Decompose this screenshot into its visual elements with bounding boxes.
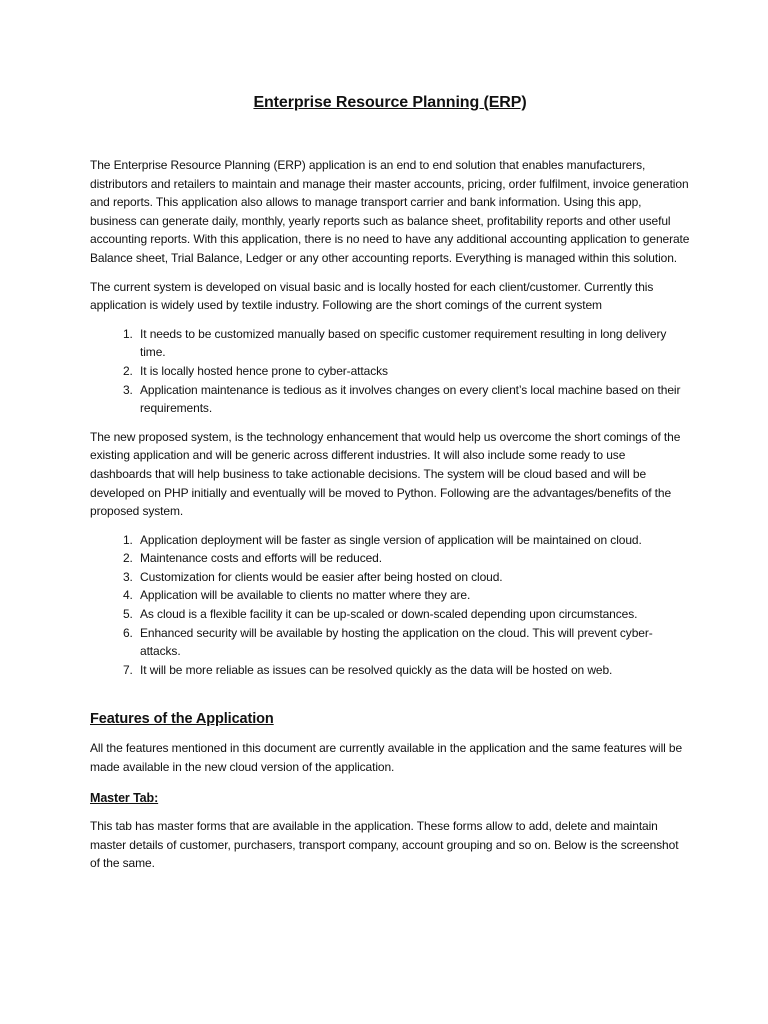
proposed-system-paragraph: The new proposed system, is the technology enhancement that would help us overcome the short comings of the existing application and will be generic across different industries. It will also include some ready to use dashboards that will help business to take actionable decisions. The system will be cloud based and will be developed on PHP initially and eventually will be moved to Python. Following are the advantages/benefits of the proposed system.: [90, 429, 681, 519]
list-item: 7. It will be more reliable as issues can be resolved quickly as the data will be hosted on web.: [136, 661, 690, 680]
benefits-list: [90, 531, 690, 680]
document-title: Enterprise Resource Planning (ERP): [253, 94, 527, 111]
current-system-paragraph: The current system is developed on visual basic and is locally hosted for each client/customer. Currently this application is widely used by textile industry. Following are the short comings of the current system: [90, 279, 654, 313]
features-paragraph: All the features mentioned in this document are currently available in the application and the same features will be made available in the new cloud version of the application.: [90, 741, 683, 775]
list-item: 2. Maintenance costs and efforts will be reduced.: [136, 549, 690, 568]
master-tab-paragraph: This tab has master forms that are available in the application. These forms allow to add, delete and maintain master details of customer, purchasers, transport company, account grouping and so on. Below is the screenshot of the same.: [90, 819, 679, 871]
list-item: 4. Application will be available to clients no matter where they are.: [136, 586, 690, 605]
list-item: 2. It is locally hosted hence prone to cyber-attacks: [136, 362, 690, 381]
list-item: 5. As cloud is a flexible facility it can be up-scaled or down-scaled depending upon circumstances.: [136, 605, 690, 624]
shortcomings-list: [90, 325, 690, 418]
intro-paragraph: The Enterprise Resource Planning (ERP) application is an end to end solution that enables manufacturers, distributors and retailers to maintain and manage their master accounts, pricing, order fulfilment, invoice generation and reports. This application also allows to manage transport carrier and bank information. Using this app, business can generate daily, monthly, yearly reports such as balance sheet, profitability reports and other useful accounting reports. With this application, there is no need to have any additional accounting application to generate Balance sheet, Trial Balance, Ledger or any other accounting reports. Everything is managed within this solution.: [90, 158, 690, 265]
features-heading: Features of the Application: [90, 711, 274, 728]
list-item: 1. It needs to be customized manually based on specific customer requirement resulting in long delivery time.: [136, 325, 690, 362]
list-item: 1. Application deployment will be faster as single version of application will be maintained on cloud.: [136, 531, 690, 550]
list-item: 3. Application maintenance is tedious as it involves changes on every client’s local machine based on their requirements.: [136, 381, 690, 418]
list-item: 3. Customization for clients would be easier after being hosted on cloud.: [136, 568, 690, 587]
document-page: [90, 92, 690, 883]
master-tab-heading: Master Tab:: [90, 790, 159, 805]
list-item: 6. Enhanced security will be available by hosting the application on the cloud. This will prevent cyber-attacks.: [136, 624, 690, 661]
